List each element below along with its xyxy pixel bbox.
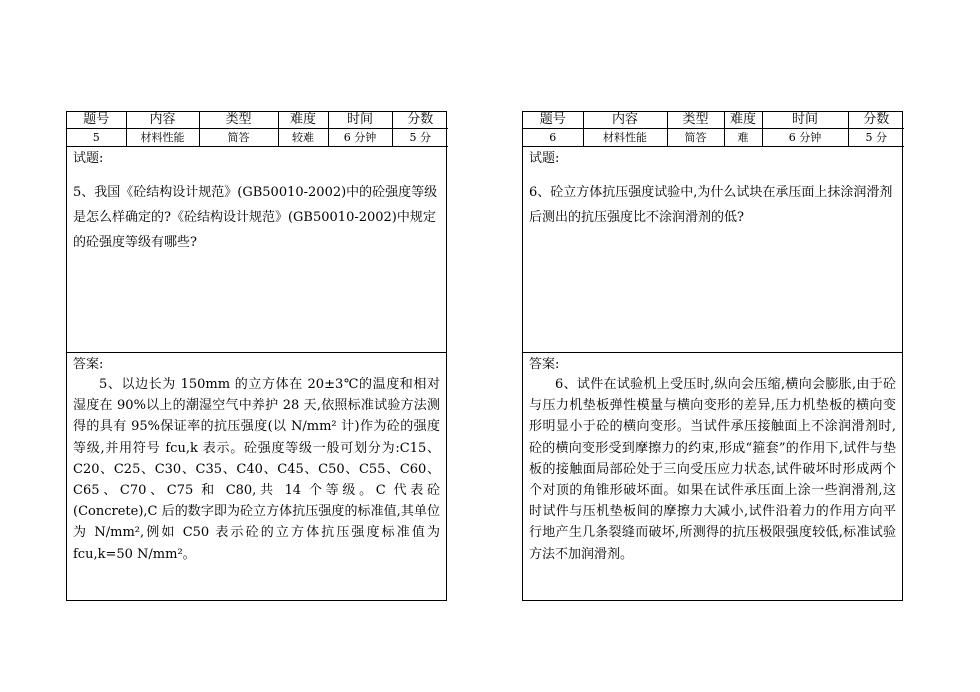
header-label-type: 类型: [667, 112, 724, 129]
question-section: [67, 147, 446, 353]
header-value-score: 5 分: [848, 129, 904, 147]
card-header-table: [523, 112, 904, 147]
header-label-number: 题号: [523, 112, 583, 129]
header-value-number: 5: [67, 129, 126, 147]
header-value-number: 6: [523, 129, 583, 147]
card-header-table: [67, 112, 448, 147]
header-label-time: 时间: [762, 112, 848, 129]
question-section: [523, 147, 902, 353]
answer-label: 答案:: [73, 357, 104, 372]
answer-text: 6、试件在试验机上受压时,纵向会压缩,横向会膨胀,由于砼与压力机垫板弹性模量与横向变形的差异,压力机垫板的横向变形明显小于砼的横向变形。当试件承压接触面上不涂润滑剂时,砼的横向变形受到摩擦力的约束,形成“箍套”的作用下,试件与垫板的接触面局部砼处于三向受压应力状态,试件破坏时形成两个个对顶的角锥形破坏面。如果在试件承压面上涂一些润滑剂,这时试件与压机垫板间的摩擦力大减小,试件沿着力的作用方向平行地产生几条裂缝而破坏,所测得的抗压极限强度较低,标准试验方法不加润滑剂。: [529, 377, 896, 562]
question-text: 6、砼立方体抗压强度试验中,为什么试块在承压面上抹涂润滑剂后测出的抗压强度比不涂润滑剂的低?: [529, 185, 893, 225]
header-value-type: 简答: [667, 129, 724, 147]
header-value-content: 材料性能: [126, 129, 199, 147]
header-value-time: 6 分钟: [762, 129, 848, 147]
header-label-score: 分数: [848, 112, 904, 129]
question-card-5: [66, 111, 447, 601]
header-value-content: 材料性能: [583, 129, 667, 147]
question-text: 5、我国《砼结构设计规范》(GB50010-2002)中的砼强度等级是怎么样确定的?《砼结构设计规范》(GB50010-2002)中规定的砼强度等级有哪些?: [73, 185, 438, 250]
answer-label: 答案:: [529, 357, 560, 372]
answer-text: 5、以边长为 150mm 的立方体在 20±3℃的温度和相对湿度在 90%以上的潮湿空气中养护 28 天,依照标准试验方法测得的具有 95%保证率的抗压强度(以 N/mm² 计)作为砼的强度等级,并用符号 fcu,k 表示。砼强度等级一般可划分为:C15、C20、C25、C30、C35、C40、C45、C50、C55、C60、C65、C70、C75 和 C80,共 14 个等级。C 代表砼(Concrete),C 后的数字即为砼立方体抗压强度的标准值,其单位为 N/mm²,例如 C50 表示砼的立方体抗压强度标准值为 fcu,k=50 N/mm²。: [73, 377, 440, 562]
header-value-difficulty: 较难: [278, 129, 328, 147]
answer-section: [523, 354, 902, 566]
header-label-difficulty: 难度: [724, 112, 762, 129]
header-label-number: 题号: [67, 112, 126, 129]
header-value-difficulty: 难: [724, 129, 762, 147]
header-label-difficulty: 难度: [278, 112, 328, 129]
header-value-type: 简答: [199, 129, 278, 147]
header-label-content: 内容: [583, 112, 667, 129]
question-label: 试题:: [73, 151, 104, 166]
question-card-6: [522, 111, 903, 601]
header-label-type: 类型: [199, 112, 278, 129]
header-label-time: 时间: [328, 112, 392, 129]
header-label-score: 分数: [392, 112, 448, 129]
header-value-score: 5 分: [392, 129, 448, 147]
header-value-time: 6 分钟: [328, 129, 392, 147]
answer-section: [67, 354, 446, 566]
question-label: 试题:: [529, 151, 560, 166]
header-label-content: 内容: [126, 112, 199, 129]
